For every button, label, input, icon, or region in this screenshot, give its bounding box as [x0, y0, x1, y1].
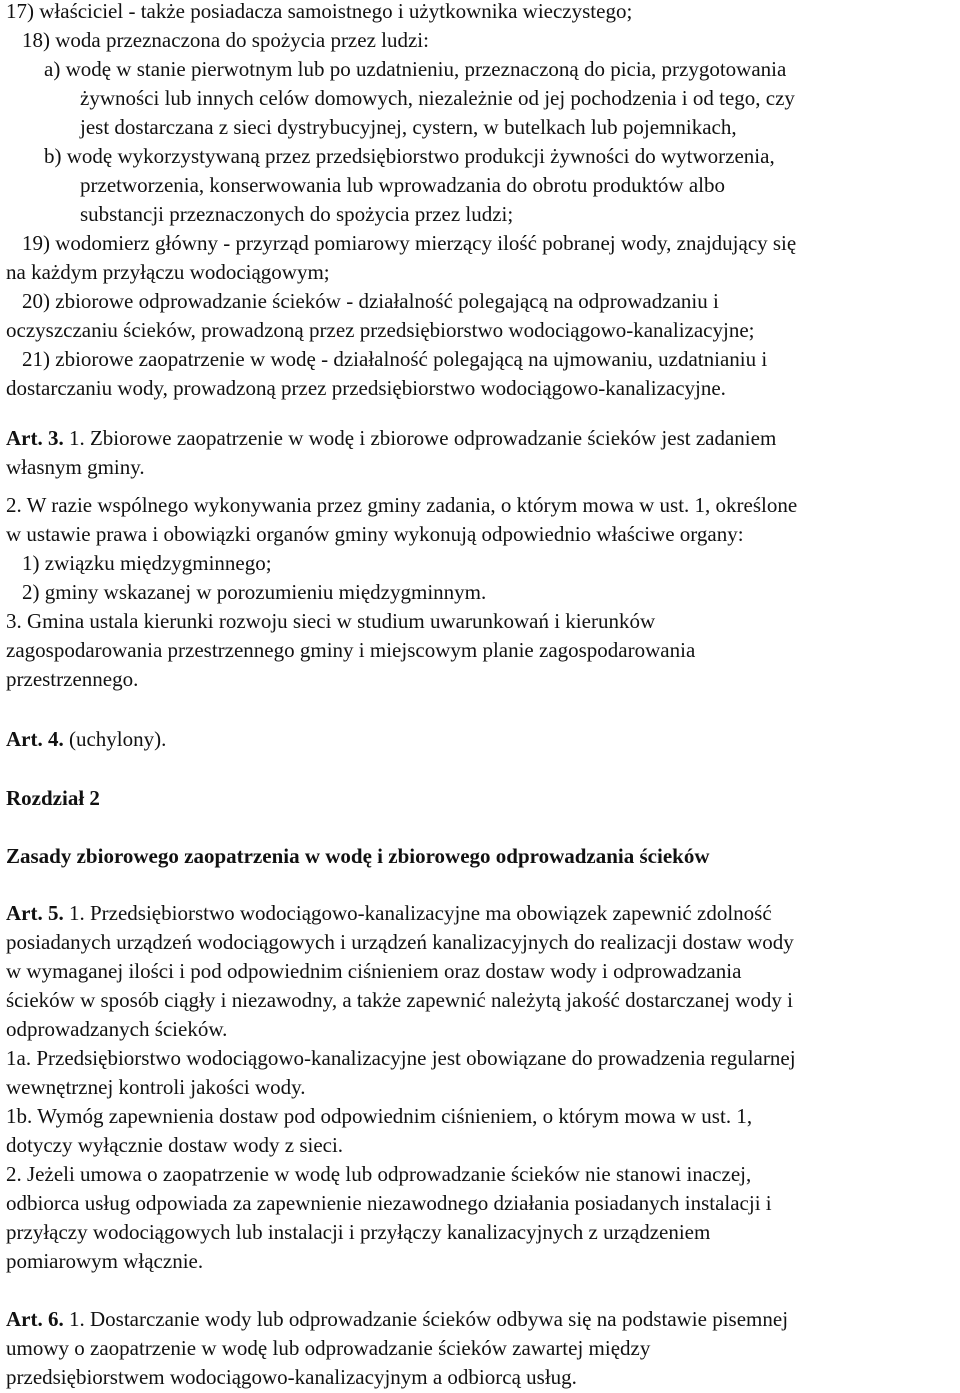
- text-line: odbiorca usług odpowiada za zapewnienie niezawodnego działania posiadanych instalacji i: [6, 1191, 772, 1215]
- text-line: a) wodę w stanie pierwotnym lub po uzdatnieniu, przeznaczoną do picia, przygotowania: [44, 57, 787, 81]
- article-4-line: [6, 725, 166, 753]
- article-heading: Art. 6.: [6, 1307, 64, 1331]
- text-line: umowy o zaopatrzenie w wodę lub odprowadzanie ścieków zawartej między: [6, 1336, 651, 1360]
- text-line: przedsiębiorstwem wodociągowo-kanalizacyjnym a odbiorcą usług.: [6, 1365, 577, 1389]
- text-line: 17) właściciel - także posiadacza samoistnego i użytkownika wieczystego;: [6, 0, 633, 23]
- text-line: 2) gminy wskazanej w porozumieniu międzygminnym.: [22, 580, 487, 604]
- text-line: jest dostarczana z sieci dystrybucyjnej, cystern, w butelkach lub pojemnikach,: [80, 115, 737, 139]
- text-line: posiadanych urządzeń wodociągowych i urządzeń kanalizacyjnych do realizacji dostaw wody: [6, 930, 794, 954]
- text-line: oczyszczaniu ścieków, prowadzoną przez przedsiębiorstwo wodociągowo-kanalizacyjne;: [6, 318, 755, 342]
- article-3-line: [6, 424, 776, 452]
- text-line: 2. Jeżeli umowa o zaopatrzenie w wodę lub odprowadzanie ścieków nie stanowi inaczej,: [6, 1162, 752, 1186]
- article-heading: Art. 5.: [6, 901, 64, 925]
- text-line: ścieków w sposób ciągły i niezawodny, a także zapewnić należytą jakość dostarczanej wody i: [6, 988, 794, 1012]
- article-5-line: [6, 899, 772, 927]
- text-line: na każdym przyłączu wodociągowym;: [6, 260, 330, 284]
- text-line: dotyczy wyłącznie dostaw wody z sieci.: [6, 1133, 344, 1157]
- text-line: 19) wodomierz główny - przyrząd pomiarowy mierzący ilość pobranej wody, znajdujący się: [22, 231, 797, 255]
- text-line: przetworzenia, konserwowania lub wprowadzania do obrotu produktów albo: [80, 173, 725, 197]
- text-line: (uchylony).: [68, 727, 167, 751]
- text-line: 21) zbiorowe zaopatrzenie w wodę - działalność polegającą na ujmowaniu, uzdatnianiu i: [22, 347, 768, 371]
- text-line: w ustawie prawa i obowiązki organów gminy wykonują odpowiednio właściwe organy:: [6, 522, 744, 546]
- text-line: pomiarowym włącznie.: [6, 1249, 204, 1273]
- text-line: 2. W razie wspólnego wykonywania przez gminy zadania, o którym mowa w ust. 1, określone: [6, 493, 798, 517]
- article-heading: Art. 3.: [6, 426, 64, 450]
- text-line: w wymaganej ilości i pod odpowiednim ciśnieniem oraz dostaw wody i odprowadzania: [6, 959, 742, 983]
- text-line: 1. Zbiorowe zaopatrzenie w wodę i zbiorowe odprowadzanie ścieków jest zadaniem: [68, 426, 777, 450]
- text-line: żywności lub innych celów domowych, niezależnie od jej pochodzenia i od tego, czy: [80, 86, 795, 110]
- text-line: 1a. Przedsiębiorstwo wodociągowo-kanalizacyjne jest obowiązane do prowadzenia regularnej: [6, 1046, 796, 1070]
- text-line: 1. Dostarczanie wody lub odprowadzanie ścieków odbywa się na podstawie pisemnej: [68, 1307, 789, 1331]
- chapter-title: Zasady zbiorowego zaopatrzenia w wodę i zbiorowego odprowadzania ścieków: [6, 844, 710, 868]
- text-line: dostarczaniu wody, prowadzoną przez przedsiębiorstwo wodociągowo-kanalizacyjne.: [6, 376, 726, 400]
- text-line: b) wodę wykorzystywaną przez przedsiębiorstwo produkcji żywności do wytworzenia,: [44, 144, 775, 168]
- text-line: własnym gminy.: [6, 455, 145, 479]
- text-line: zagospodarowania przestrzennego gminy i miejscowym planie zagospodarowania: [6, 638, 696, 662]
- text-line: 1. Przedsiębiorstwo wodociągowo-kanalizacyjne ma obowiązek zapewnić zdolność: [68, 901, 772, 925]
- text-line: 18) woda przeznaczona do spożycia przez ludzi:: [22, 28, 429, 52]
- text-line: przyłączy wodociągowych lub instalacji i przyłączy kanalizacyjnych z urządzeniem: [6, 1220, 711, 1244]
- text-line: wewnętrznej kontroli jakości wody.: [6, 1075, 306, 1099]
- article-heading: Art. 4.: [6, 727, 64, 751]
- text-line: 1b. Wymóg zapewnienia dostaw pod odpowiednim ciśnieniem, o którym mowa w ust. 1,: [6, 1104, 753, 1128]
- text-line: 1) związku międzygminnego;: [22, 551, 272, 575]
- article-6-line: [6, 1305, 788, 1333]
- text-line: 3. Gmina ustala kierunki rozwoju sieci w studium uwarunkowań i kierunków: [6, 609, 656, 633]
- text-line: substancji przeznaczonych do spożycia przez ludzi;: [80, 202, 514, 226]
- text-line: odprowadzanych ścieków.: [6, 1017, 228, 1041]
- text-line: przestrzennego.: [6, 667, 139, 691]
- chapter-heading: Rozdział 2: [6, 786, 100, 810]
- text-line: 20) zbiorowe odprowadzanie ścieków - działalność polegającą na odprowadzaniu i: [22, 289, 719, 313]
